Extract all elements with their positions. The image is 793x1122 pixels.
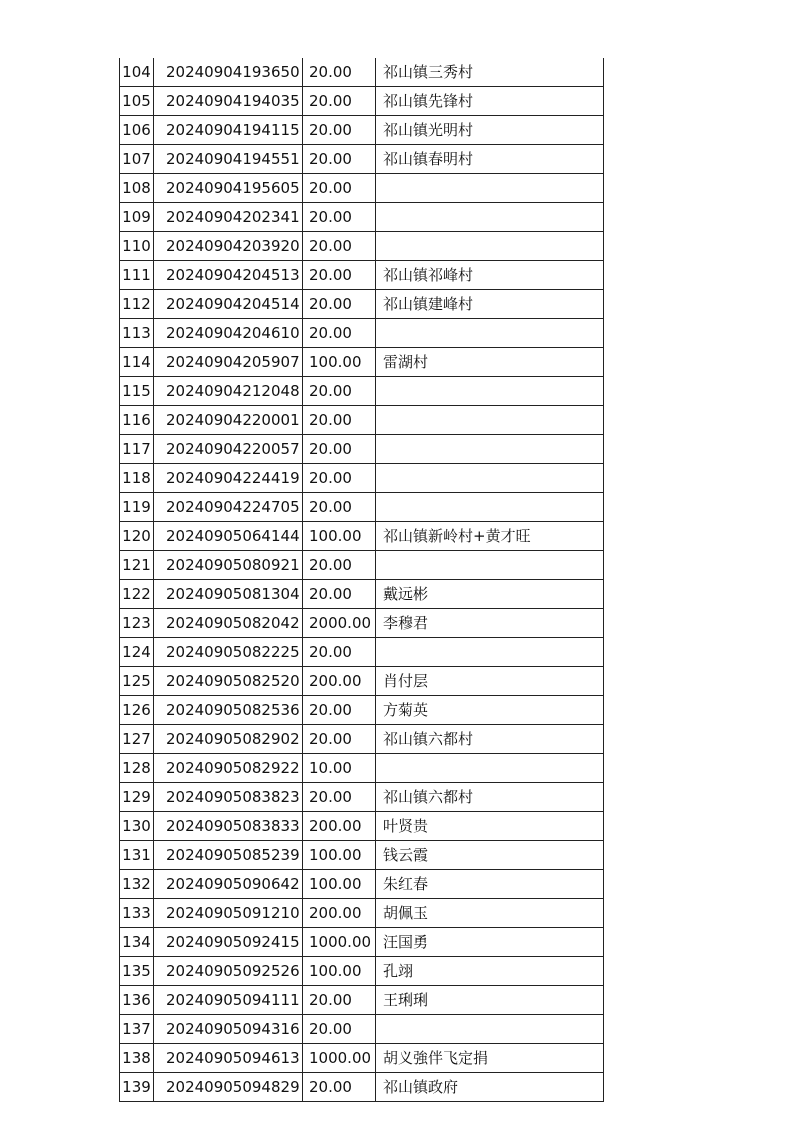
donor-cell [376,464,604,493]
amount-cell: 20.00 [303,493,376,522]
row-number-cell: 120 [120,522,154,551]
donor-cell: 祁山镇光明村 [376,116,604,145]
row-number-cell: 123 [120,609,154,638]
row-number-cell: 135 [120,957,154,986]
donor-cell: 胡义強伴飞定捐 [376,1044,604,1073]
donor-cell [376,406,604,435]
transaction-id-cell: 20240905094829 [154,1073,303,1102]
table-row [120,957,604,986]
transaction-id-cell: 20240905064144 [154,522,303,551]
transaction-id-cell: 20240904204514 [154,290,303,319]
amount-cell: 10.00 [303,754,376,783]
amount-cell: 20.00 [303,1015,376,1044]
row-number-cell: 125 [120,667,154,696]
donor-cell: 祁山镇祁峰村 [376,261,604,290]
donor-cell: 雷湖村 [376,348,604,377]
donor-cell [376,203,604,232]
amount-cell: 20.00 [303,551,376,580]
amount-cell: 20.00 [303,174,376,203]
amount-cell: 20.00 [303,986,376,1015]
donor-cell [376,754,604,783]
row-number-cell: 106 [120,116,154,145]
table-row [120,551,604,580]
row-number-cell: 107 [120,145,154,174]
transaction-id-cell: 20240904202341 [154,203,303,232]
transaction-id-cell: 20240905082902 [154,725,303,754]
amount-cell: 1000.00 [303,1044,376,1073]
donor-cell: 叶贤贵 [376,812,604,841]
transaction-id-cell: 20240904212048 [154,377,303,406]
table-row [120,377,604,406]
transaction-id-cell: 20240905082042 [154,609,303,638]
row-number-cell: 104 [120,58,154,87]
table-row [120,319,604,348]
donor-cell: 祁山镇六都村 [376,725,604,754]
table-row [120,580,604,609]
row-number-cell: 124 [120,638,154,667]
transaction-id-cell: 20240905082520 [154,667,303,696]
amount-cell: 20.00 [303,1073,376,1102]
donation-table [119,58,604,1102]
donor-cell [376,493,604,522]
row-number-cell: 112 [120,290,154,319]
transaction-id-cell: 20240905092526 [154,957,303,986]
row-number-cell: 134 [120,928,154,957]
transaction-id-cell: 20240904203920 [154,232,303,261]
table-row [120,609,604,638]
table-row [120,464,604,493]
table-row [120,667,604,696]
amount-cell: 100.00 [303,841,376,870]
table-row [120,696,604,725]
donor-cell [376,174,604,203]
row-number-cell: 111 [120,261,154,290]
donor-cell: 祁山镇政府 [376,1073,604,1102]
table-row [120,522,604,551]
amount-cell: 20.00 [303,145,376,174]
amount-cell: 20.00 [303,464,376,493]
amount-cell: 100.00 [303,522,376,551]
transaction-id-cell: 20240905094613 [154,1044,303,1073]
donor-cell: 方菊英 [376,696,604,725]
table-row [120,986,604,1015]
transaction-id-cell: 20240905083823 [154,783,303,812]
table-row [120,928,604,957]
row-number-cell: 114 [120,348,154,377]
row-number-cell: 121 [120,551,154,580]
donor-cell [376,435,604,464]
amount-cell: 100.00 [303,957,376,986]
donor-cell: 肖付层 [376,667,604,696]
table-row [120,203,604,232]
transaction-id-cell: 20240905082225 [154,638,303,667]
amount-cell: 20.00 [303,406,376,435]
row-number-cell: 131 [120,841,154,870]
transaction-id-cell: 20240904195605 [154,174,303,203]
transaction-id-cell: 20240905080921 [154,551,303,580]
table-row [120,116,604,145]
table-row [120,1044,604,1073]
amount-cell: 200.00 [303,667,376,696]
row-number-cell: 108 [120,174,154,203]
amount-cell: 20.00 [303,58,376,87]
table-row [120,812,604,841]
amount-cell: 20.00 [303,580,376,609]
transaction-id-cell: 20240905083833 [154,812,303,841]
donor-cell [376,638,604,667]
donor-cell: 钱云霞 [376,841,604,870]
transaction-id-cell: 20240904194035 [154,87,303,116]
donor-cell: 祁山镇三秀村 [376,58,604,87]
transaction-id-cell: 20240904224705 [154,493,303,522]
table-row [120,87,604,116]
transaction-id-cell: 20240905082922 [154,754,303,783]
row-number-cell: 119 [120,493,154,522]
donor-cell: 祁山镇先锋村 [376,87,604,116]
donor-cell: 朱红春 [376,870,604,899]
donor-cell: 孔翊 [376,957,604,986]
donor-cell: 王琍琍 [376,986,604,1015]
donor-cell: 胡佩玉 [376,899,604,928]
amount-cell: 20.00 [303,261,376,290]
table-row [120,754,604,783]
transaction-id-cell: 20240904193650 [154,58,303,87]
transaction-id-cell: 20240905090642 [154,870,303,899]
table-row [120,725,604,754]
row-number-cell: 137 [120,1015,154,1044]
donor-cell: 李穆君 [376,609,604,638]
amount-cell: 20.00 [303,377,376,406]
row-number-cell: 113 [120,319,154,348]
row-number-cell: 132 [120,870,154,899]
transaction-id-cell: 20240905085239 [154,841,303,870]
row-number-cell: 109 [120,203,154,232]
transaction-id-cell: 20240905094316 [154,1015,303,1044]
transaction-id-cell: 20240905092415 [154,928,303,957]
table-row [120,348,604,377]
table-row [120,406,604,435]
transaction-id-cell: 20240905091210 [154,899,303,928]
row-number-cell: 116 [120,406,154,435]
row-number-cell: 129 [120,783,154,812]
donor-cell [376,377,604,406]
row-number-cell: 110 [120,232,154,261]
donor-cell: 祁山镇春明村 [376,145,604,174]
transaction-id-cell: 20240905082536 [154,696,303,725]
table-row [120,435,604,464]
table-row [120,493,604,522]
transaction-id-cell: 20240905081304 [154,580,303,609]
donor-cell: 祁山镇新岭村+黄才旺 [376,522,604,551]
donor-cell [376,1015,604,1044]
transaction-id-cell: 20240904205907 [154,348,303,377]
row-number-cell: 139 [120,1073,154,1102]
row-number-cell: 127 [120,725,154,754]
row-number-cell: 118 [120,464,154,493]
table-row [120,1015,604,1044]
amount-cell: 100.00 [303,348,376,377]
amount-cell: 20.00 [303,116,376,145]
amount-cell: 20.00 [303,435,376,464]
row-number-cell: 133 [120,899,154,928]
table-row [120,899,604,928]
amount-cell: 200.00 [303,812,376,841]
donation-table-body [120,58,604,1102]
table-row [120,1073,604,1102]
donor-cell [376,232,604,261]
donor-cell: 汪国勇 [376,928,604,957]
amount-cell: 20.00 [303,87,376,116]
donor-cell [376,551,604,580]
table-row [120,841,604,870]
table-row [120,638,604,667]
transaction-id-cell: 20240904220001 [154,406,303,435]
row-number-cell: 128 [120,754,154,783]
table-row [120,58,604,87]
amount-cell: 20.00 [303,290,376,319]
row-number-cell: 115 [120,377,154,406]
row-number-cell: 138 [120,1044,154,1073]
table-row [120,290,604,319]
amount-cell: 200.00 [303,899,376,928]
transaction-id-cell: 20240904194115 [154,116,303,145]
transaction-id-cell: 20240904204513 [154,261,303,290]
table-row [120,174,604,203]
amount-cell: 20.00 [303,232,376,261]
table-row [120,261,604,290]
table-row [120,145,604,174]
amount-cell: 100.00 [303,870,376,899]
transaction-id-cell: 20240904224419 [154,464,303,493]
donor-cell: 祁山镇六都村 [376,783,604,812]
amount-cell: 20.00 [303,203,376,232]
row-number-cell: 136 [120,986,154,1015]
table-row [120,870,604,899]
donor-cell: 戴远彬 [376,580,604,609]
row-number-cell: 122 [120,580,154,609]
row-number-cell: 130 [120,812,154,841]
row-number-cell: 105 [120,87,154,116]
donor-cell: 祁山镇建峰村 [376,290,604,319]
amount-cell: 20.00 [303,725,376,754]
transaction-id-cell: 20240904194551 [154,145,303,174]
transaction-id-cell: 20240904220057 [154,435,303,464]
amount-cell: 20.00 [303,696,376,725]
row-number-cell: 117 [120,435,154,464]
transaction-id-cell: 20240904204610 [154,319,303,348]
transaction-id-cell: 20240905094111 [154,986,303,1015]
donor-cell [376,319,604,348]
amount-cell: 20.00 [303,783,376,812]
table-row [120,783,604,812]
amount-cell: 2000.00 [303,609,376,638]
amount-cell: 1000.00 [303,928,376,957]
amount-cell: 20.00 [303,319,376,348]
amount-cell: 20.00 [303,638,376,667]
table-row [120,232,604,261]
row-number-cell: 126 [120,696,154,725]
